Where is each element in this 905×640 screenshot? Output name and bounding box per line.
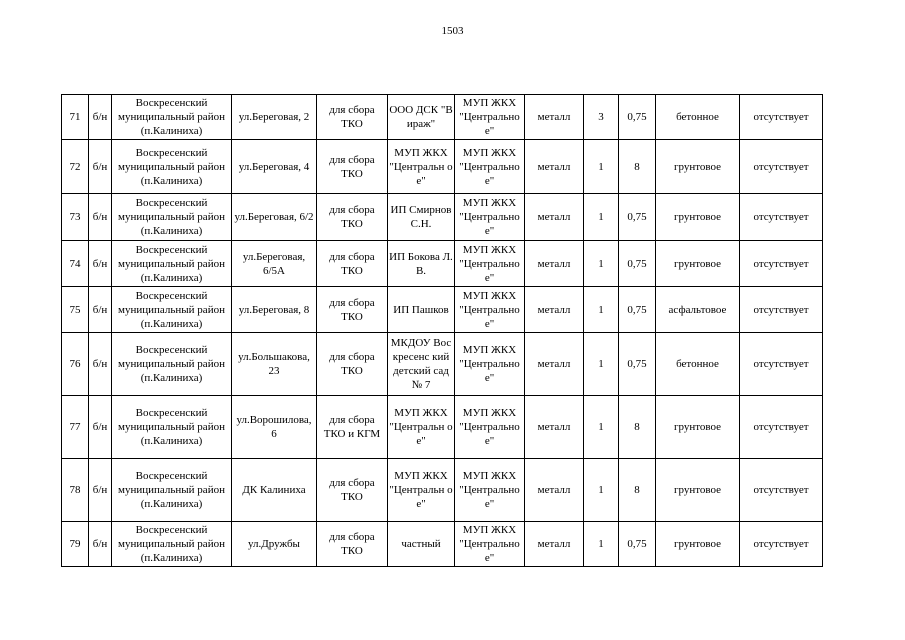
surface-type-cell: грунтовое (656, 140, 740, 194)
operator-cell: МУП ЖКХ "Центрально е" (455, 194, 525, 241)
container-count-cell: 1 (584, 241, 619, 287)
surface-type-cell: бетонное (656, 333, 740, 396)
fence-cell: отсутствует (740, 241, 823, 287)
surface-type-cell: грунтовое (656, 522, 740, 567)
material-cell: металл (525, 241, 584, 287)
row-number-cell: 78 (62, 459, 89, 522)
owner-cell: ИП Пашков (388, 287, 455, 333)
container-count-cell: 1 (584, 333, 619, 396)
purpose-cell: для сбора ТКО (317, 241, 388, 287)
container-count-cell: 1 (584, 459, 619, 522)
operator-cell: МУП ЖКХ "Центрально е" (455, 95, 525, 140)
material-cell: металл (525, 522, 584, 567)
passport-cell: б/н (89, 241, 112, 287)
surface-type-cell: грунтовое (656, 194, 740, 241)
material-cell: металл (525, 333, 584, 396)
district-cell: Воскресенский муниципальный район (п.Калиниха) (112, 522, 232, 567)
surface-type-cell: грунтовое (656, 241, 740, 287)
row-number-cell: 76 (62, 333, 89, 396)
passport-cell: б/н (89, 287, 112, 333)
surface-type-cell: грунтовое (656, 396, 740, 459)
address-cell: ул.Береговая, 6/5А (232, 241, 317, 287)
table-row (62, 459, 823, 522)
fence-cell: отсутствует (740, 522, 823, 567)
passport-cell: б/н (89, 95, 112, 140)
owner-cell: ИП Бокова Л.В. (388, 241, 455, 287)
purpose-cell: для сбора ТКО (317, 194, 388, 241)
purpose-cell: для сбора ТКО (317, 140, 388, 194)
fence-cell: отсутствует (740, 396, 823, 459)
material-cell: металл (525, 194, 584, 241)
row-number-cell: 72 (62, 140, 89, 194)
fence-cell: отсутствует (740, 333, 823, 396)
district-cell: Воскресенский муниципальный район (п.Калиниха) (112, 287, 232, 333)
container-volume-cell: 0,75 (619, 333, 656, 396)
operator-cell: МУП ЖКХ "Центрально е" (455, 459, 525, 522)
container-volume-cell: 8 (619, 140, 656, 194)
fence-cell: отсутствует (740, 194, 823, 241)
district-cell: Воскресенский муниципальный район (п.Калиниха) (112, 396, 232, 459)
address-cell: ул.Большакова, 23 (232, 333, 317, 396)
purpose-cell: для сбора ТКО (317, 333, 388, 396)
table-row (62, 140, 823, 194)
container-volume-cell: 0,75 (619, 522, 656, 567)
operator-cell: МУП ЖКХ "Центрально е" (455, 287, 525, 333)
district-cell: Воскресенский муниципальный район (п.Калиниха) (112, 194, 232, 241)
page-number: 1503 (441, 25, 464, 37)
fence-cell: отсутствует (740, 95, 823, 140)
material-cell: металл (525, 140, 584, 194)
container-volume-cell: 0,75 (619, 287, 656, 333)
passport-cell: б/н (89, 194, 112, 241)
table-row (62, 396, 823, 459)
operator-cell: МУП ЖКХ "Центрально е" (455, 140, 525, 194)
surface-type-cell: бетонное (656, 95, 740, 140)
district-cell: Воскресенский муниципальный район (п.Калиниха) (112, 333, 232, 396)
surface-type-cell: грунтовое (656, 459, 740, 522)
address-cell: ул.Дружбы (232, 522, 317, 567)
operator-cell: МУП ЖКХ "Центрально е" (455, 241, 525, 287)
district-cell: Воскресенский муниципальный район (п.Калиниха) (112, 241, 232, 287)
address-cell: ул.Береговая, 2 (232, 95, 317, 140)
material-cell: металл (525, 459, 584, 522)
container-count-cell: 1 (584, 522, 619, 567)
row-number-cell: 77 (62, 396, 89, 459)
owner-cell: МУП ЖКХ "Центральн ое" (388, 396, 455, 459)
row-number-cell: 74 (62, 241, 89, 287)
container-count-cell: 1 (584, 396, 619, 459)
passport-cell: б/н (89, 522, 112, 567)
container-count-cell: 3 (584, 95, 619, 140)
container-count-cell: 1 (584, 194, 619, 241)
row-number-cell: 79 (62, 522, 89, 567)
purpose-cell: для сбора ТКО и КГМ (317, 396, 388, 459)
address-cell: ул.Береговая, 4 (232, 140, 317, 194)
purpose-cell: для сбора ТКО (317, 522, 388, 567)
row-number-cell: 71 (62, 95, 89, 140)
table-row (62, 241, 823, 287)
operator-cell: МУП ЖКХ "Центрально е" (455, 522, 525, 567)
container-volume-cell: 0,75 (619, 95, 656, 140)
owner-cell: ИП Смирнов С.Н. (388, 194, 455, 241)
passport-cell: б/н (89, 333, 112, 396)
table-row (62, 95, 823, 140)
purpose-cell: для сбора ТКО (317, 287, 388, 333)
operator-cell: МУП ЖКХ "Центрально е" (455, 333, 525, 396)
address-cell: ул.Ворошилова, 6 (232, 396, 317, 459)
row-number-cell: 73 (62, 194, 89, 241)
fence-cell: отсутствует (740, 459, 823, 522)
material-cell: металл (525, 95, 584, 140)
district-cell: Воскресенский муниципальный район (п.Калиниха) (112, 95, 232, 140)
table-body (62, 95, 823, 567)
container-volume-cell: 8 (619, 396, 656, 459)
material-cell: металл (525, 287, 584, 333)
material-cell: металл (525, 396, 584, 459)
address-cell: ДК Калиниха (232, 459, 317, 522)
table-row (62, 333, 823, 396)
owner-cell: частный (388, 522, 455, 567)
owner-cell: МУП ЖКХ "Центральн ое" (388, 459, 455, 522)
container-count-cell: 1 (584, 287, 619, 333)
fence-cell: отсутствует (740, 287, 823, 333)
owner-cell: МКДОУ Воскресенс кий детский сад № 7 (388, 333, 455, 396)
surface-type-cell: асфальтовое (656, 287, 740, 333)
table-row (62, 194, 823, 241)
container-count-cell: 1 (584, 140, 619, 194)
waste-sites-table (61, 94, 823, 567)
container-volume-cell: 0,75 (619, 241, 656, 287)
passport-cell: б/н (89, 140, 112, 194)
owner-cell: МУП ЖКХ "Центральн ое" (388, 140, 455, 194)
address-cell: ул.Береговая, 8 (232, 287, 317, 333)
passport-cell: б/н (89, 459, 112, 522)
table-row (62, 287, 823, 333)
row-number-cell: 75 (62, 287, 89, 333)
purpose-cell: для сбора ТКО (317, 95, 388, 140)
address-cell: ул.Береговая, 6/2 (232, 194, 317, 241)
container-volume-cell: 0,75 (619, 194, 656, 241)
passport-cell: б/н (89, 396, 112, 459)
purpose-cell: для сбора ТКО (317, 459, 388, 522)
fence-cell: отсутствует (740, 140, 823, 194)
owner-cell: ООО ДСК "Вираж" (388, 95, 455, 140)
container-volume-cell: 8 (619, 459, 656, 522)
district-cell: Воскресенский муниципальный район (п.Калиниха) (112, 140, 232, 194)
table-row (62, 522, 823, 567)
operator-cell: МУП ЖКХ "Центрально е" (455, 396, 525, 459)
district-cell: Воскресенский муниципальный район (п.Калиниха) (112, 459, 232, 522)
